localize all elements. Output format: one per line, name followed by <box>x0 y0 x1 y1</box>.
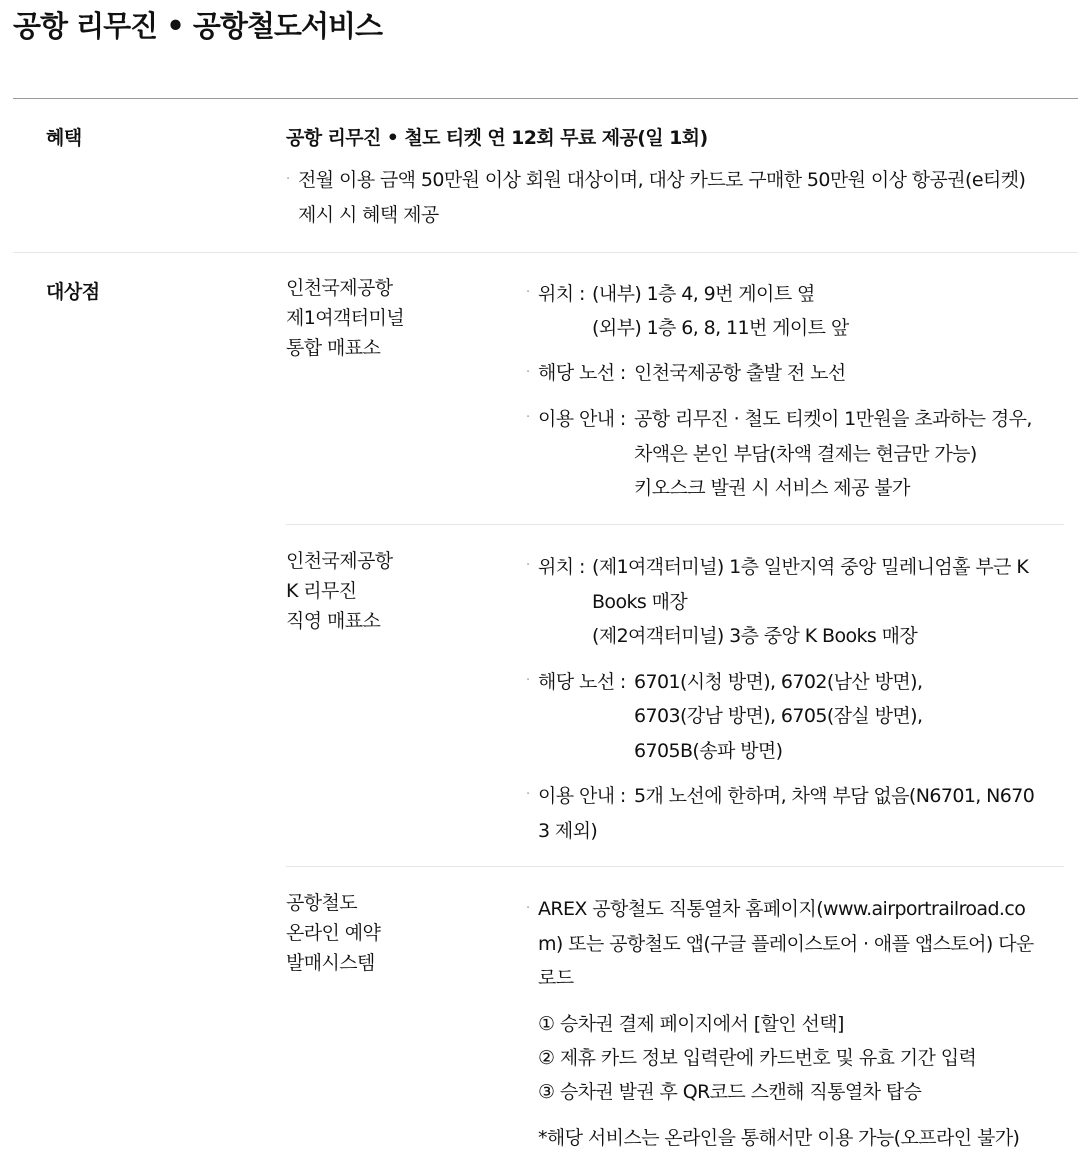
guide-line: 공항 리무진 · 철도 티켓이 1만원을 초과하는 경우, <box>634 408 1032 430</box>
location-line: (외부) 1층 6, 8, 11번 게이트 앞 <box>592 317 849 339</box>
route-line: 6701(시청 방면), 6702(남산 방면), <box>634 671 923 693</box>
venue-name-line: 온라인 예약 <box>286 922 381 944</box>
route-line: 인천국제공항 출발 전 노선 <box>634 362 846 384</box>
guide-line: 3 제외) <box>538 820 598 842</box>
stores-label: 대상점 <box>46 281 100 303</box>
venue-name-line: 통합 매표소 <box>286 337 381 359</box>
venue-name-line: K 리무진 <box>286 580 357 602</box>
venue-name-line: 인천국제공항 <box>286 277 393 299</box>
arex-step-1: ① 승차권 결제 페이지에서 [할인 선택] <box>538 1013 844 1035</box>
location-line: (제2여객터미널) 3층 중앙 K Books 매장 <box>592 625 918 647</box>
location-label: 위치 : <box>538 556 585 578</box>
arex-intro-line: m) 또는 공항철도 앱(구글 플레이스토어 · 애플 앱스토어) 다운 <box>538 933 1034 955</box>
route-label: 해당 노선 : <box>538 362 626 384</box>
bullet-icon: · <box>286 172 291 187</box>
arex-intro-line: 로드 <box>538 967 574 989</box>
route-line: 6703(강남 방면), 6705(잠실 방면), <box>634 705 923 727</box>
bullet-icon: · <box>526 410 531 425</box>
bullet-icon: · <box>526 365 531 380</box>
route-label: 해당 노선 : <box>538 671 626 693</box>
guide-label: 이용 안내 : <box>538 408 626 430</box>
venue-name-arex-online <box>286 888 380 978</box>
venue-name-line: 직영 매표소 <box>286 610 381 632</box>
section-divider <box>13 98 1078 99</box>
bullet-icon: · <box>526 901 531 916</box>
route-line: 6705B(송파 방면) <box>634 740 783 762</box>
bullet-icon: · <box>526 787 531 802</box>
venue-name-incheon-t1 <box>286 273 404 363</box>
benefit-note-line1: 전월 이용 금액 50만원 이상 회원 대상이며, 대상 카드로 구매한 50만원 이상 항공권(e티켓) <box>298 169 1026 191</box>
venue-name-line: 인천국제공항 <box>286 550 393 572</box>
location-line: Books 매장 <box>592 591 688 613</box>
page-title: 공항 리무진 • 공항철도서비스 <box>13 9 382 43</box>
arex-footnote: *해당 서비스는 온라인을 통해서만 이용 가능(오프라인 불가) <box>538 1127 1020 1149</box>
venue-divider <box>286 524 1064 525</box>
location-line: (제1여객터미널) 1층 일반지역 중앙 밀레니엄홀 부근 K <box>592 556 1029 578</box>
location-line: (내부) 1층 4, 9번 게이트 옆 <box>592 283 815 305</box>
benefit-headline: 공항 리무진 • 철도 티켓 연 12회 무료 제공(일 1회) <box>286 127 708 149</box>
venue-name-k-limousine <box>286 546 393 636</box>
venue-name-line: 공항철도 <box>286 892 358 914</box>
benefit-label: 혜택 <box>46 127 82 149</box>
guide-line: 차액은 본인 부담(차액 결제는 현금만 가능) <box>634 443 977 465</box>
guide-label: 이용 안내 : <box>538 785 626 807</box>
bullet-icon: · <box>526 558 531 573</box>
arex-step-3: ③ 승차권 발권 후 QR코드 스캔해 직통열차 탑승 <box>538 1081 922 1103</box>
guide-line: 키오스크 발권 시 서비스 제공 불가 <box>634 477 910 499</box>
benefit-note-line2: 제시 시 혜택 제공 <box>298 204 439 226</box>
arex-intro-line: AREX 공항철도 직통열차 홈페이지(www.airportrailroad.co <box>538 898 1026 920</box>
arex-step-2: ② 제휴 카드 정보 입력란에 카드번호 및 유효 기간 입력 <box>538 1047 977 1069</box>
bullet-icon: · <box>526 285 531 300</box>
venue-divider <box>286 866 1064 867</box>
venue-name-line: 제1여객터미널 <box>286 307 405 329</box>
location-label: 위치 : <box>538 283 585 305</box>
row-divider <box>13 252 1078 253</box>
bullet-icon: · <box>526 673 531 688</box>
venue-name-line: 발매시스템 <box>286 952 375 974</box>
guide-line: 5개 노선에 한하며, 차액 부담 없음(N6701, N670 <box>634 785 1035 807</box>
